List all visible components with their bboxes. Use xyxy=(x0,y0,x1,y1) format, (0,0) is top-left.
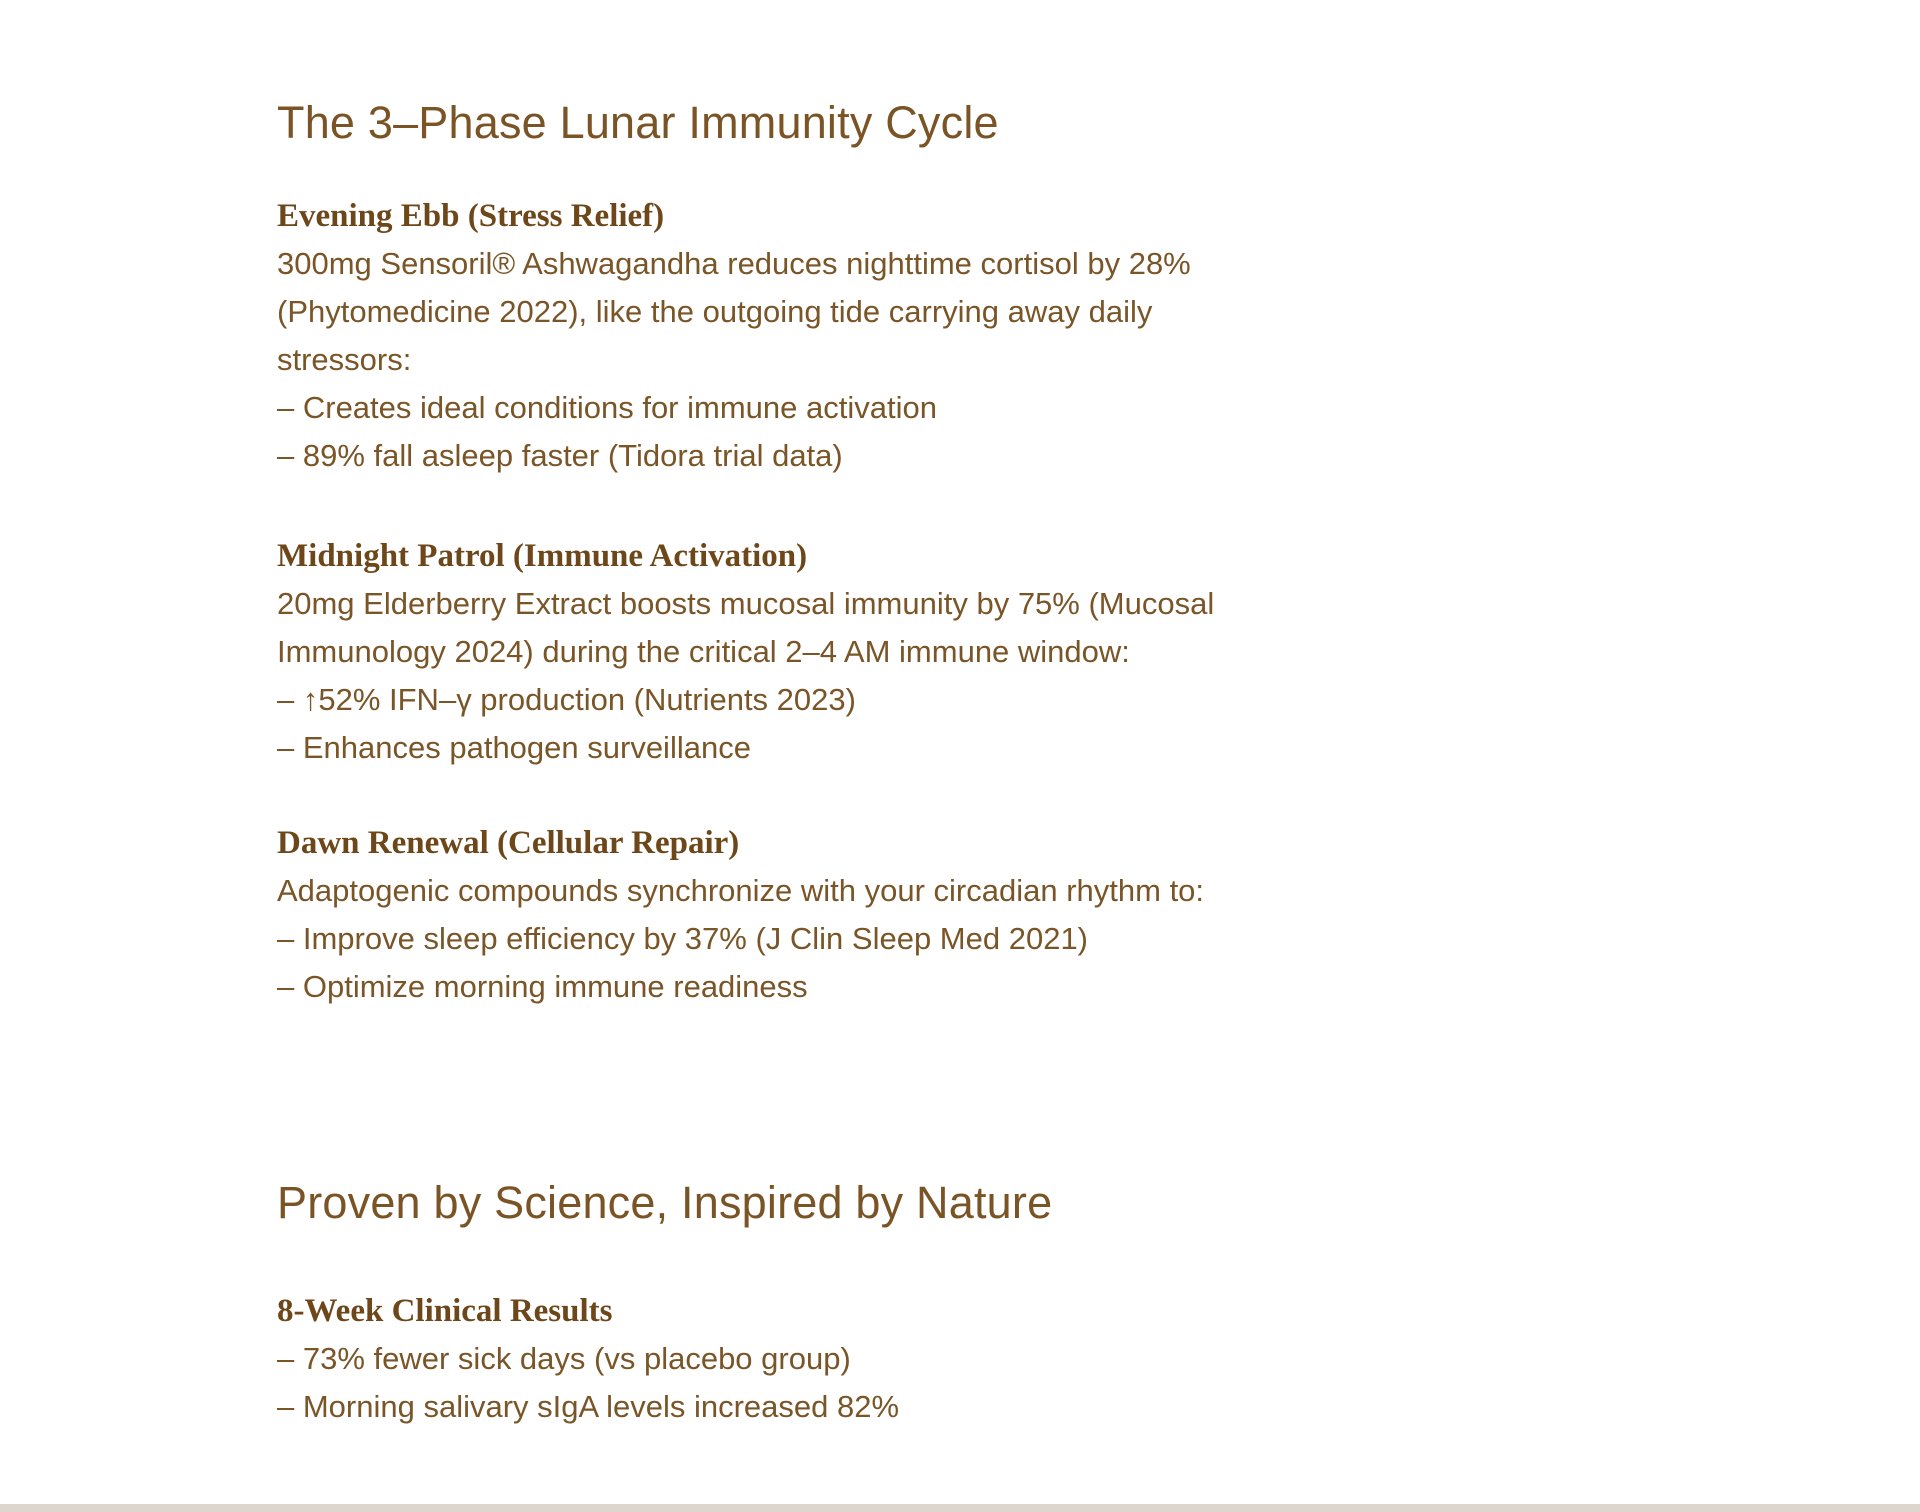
body-line: Immunology 2024) during the critical 2–4 AM immune window: xyxy=(277,634,1130,669)
bullet-line: – Creates ideal conditions for immune activation xyxy=(277,390,937,425)
body-line: 300mg Sensoril® Ashwagandha reduces nighttime cortisol by 28% xyxy=(277,246,1191,281)
section-heading: 8-Week Clinical Results xyxy=(277,1293,613,1329)
bottom-edge-band xyxy=(0,1504,1920,1512)
bullet-line: – Optimize morning immune readiness xyxy=(277,969,808,1004)
bullet-line: – 73% fewer sick days (vs placebo group) xyxy=(277,1341,851,1376)
bullet-line: – 89% fall asleep faster (Tidora trial data) xyxy=(277,438,843,473)
section-dawn-renewal xyxy=(277,819,1204,1011)
bullet-line: – Enhances pathogen surveillance xyxy=(277,730,751,765)
body-line: 20mg Elderberry Extract boosts mucosal immunity by 75% (Mucosal xyxy=(277,586,1215,621)
page-title: The 3–Phase Lunar Immunity Cycle xyxy=(277,97,999,148)
section-heading: Dawn Renewal (Cellular Repair) xyxy=(277,825,740,861)
section-heading: Evening Ebb (Stress Relief) xyxy=(277,198,665,234)
bullet-line: – Improve sleep efficiency by 37% (J Clin Sleep Med 2021) xyxy=(277,921,1089,956)
body-line: Adaptogenic compounds synchronize with your circadian rhythm to: xyxy=(277,873,1205,908)
section-midnight-patrol xyxy=(277,532,1214,772)
section-heading: Midnight Patrol (Immune Activation) xyxy=(277,538,808,574)
body-line: stressors: xyxy=(277,342,412,377)
body-line: (Phytomedicine 2022), like the outgoing tide carrying away daily xyxy=(277,294,1153,329)
page-title: Proven by Science, Inspired by Nature xyxy=(277,1177,1053,1228)
section-clinical-results xyxy=(277,1287,899,1431)
bullet-line: – ↑52% IFN–γ production (Nutrients 2023) xyxy=(277,682,856,717)
bullet-line: – Morning salivary sIgA levels increased 82% xyxy=(277,1389,900,1424)
section-evening-ebb xyxy=(277,192,1191,480)
